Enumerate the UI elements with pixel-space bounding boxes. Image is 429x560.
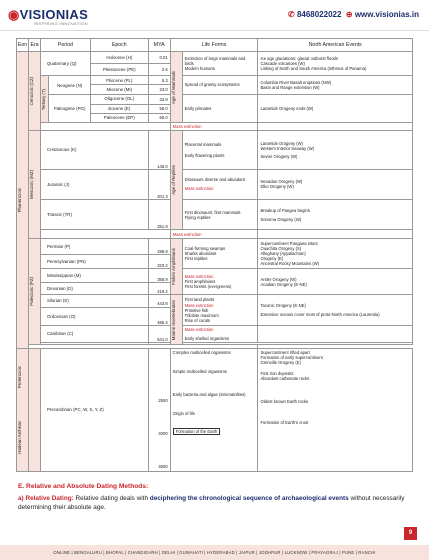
col-epoch: Epoch	[90, 39, 148, 52]
col-eon: Eon	[17, 39, 29, 52]
epoch-oligocene: Oligocene (OL)	[90, 94, 148, 104]
era-cenozoic: Cenozoic (CZ)	[28, 52, 40, 131]
table-row: Jurassic (J) 201.3 Dinosaurs diverse and abundant Mass extinction Nevadan Orogeny (W) Elko Orogeny (W)	[17, 169, 413, 199]
phone-number: 8468022022	[296, 10, 342, 19]
period-permian: Permian (P)	[40, 238, 148, 254]
era-paleozoic: Paleozoic (PZ)	[28, 238, 40, 344]
table-row: Devonian (D) 419.2	[17, 283, 413, 295]
globe-icon: ⊕	[345, 10, 353, 19]
table-row	[17, 122, 413, 130]
age-mammals: Age of Mammals	[170, 52, 182, 123]
epoch-pliocene: Pliocene (PL)	[90, 76, 148, 85]
period-neogene: Neogene (N)	[49, 76, 90, 94]
period-triassic: Triassic (TR)	[40, 200, 148, 230]
table-row: Tertiary (T) Neogene (N) Paleogene (PG) Pliocene (PL) 5.3 Spread of grassy ecosystems Columbia River Basalt eruptions (NW) Basin and Range extension (W)	[17, 76, 413, 85]
eon-precambrian: Proterozoic Hadean Archean	[17, 349, 29, 472]
col-events: North American Events	[258, 39, 413, 52]
period-ordovician: Ordovician (O)	[40, 307, 148, 325]
table-row: Oligocene (OL) 33.9 Early primates Laramide Orogeny ends (W)	[17, 94, 413, 104]
era-mesozoic: Mesozoic (MZ)	[28, 131, 40, 239]
col-era: Era	[28, 39, 40, 52]
age-reptiles: Age of Reptiles	[170, 131, 182, 230]
table-row: Mesozoic (MZ) Cretaceous (K) 145.0 Age of Reptiles Placental mammals Early flowering plants Laramide Orogeny (W) Western Interior Seaway (W) Sevier Orogeny (W)	[17, 131, 413, 170]
header-divider	[0, 30, 429, 31]
table-header-row	[17, 39, 413, 52]
period-silurian: Silurian (S)	[40, 295, 148, 307]
epoch-pleistocene: Pleistocene (PE)	[90, 64, 148, 76]
table-row: Phanerozoic Cenozoic (CZ) Quaternary (Q) Holocene (H) 0.01 Age of Mammals Extinction of large mammals and birds Modern humans Ice age glaciations; glacial outburst floods Cascade volcanoes (W) Linking of North and South America (Isthmus of Panama)	[17, 52, 413, 64]
period-pennsylvanian: Pennsylvanian (PN)	[40, 254, 148, 268]
tertiary-label: Tertiary (T)	[41, 76, 49, 122]
footer-locations: ONLINE | BENGALURU | BHOPAL | CHANDIGARH | DELHI | GUWAHATI | HYDERABAD | JAIPUR | JODHPUR | LUCKNOW | PRAYAGRAJ | PUNE | RANCHI	[0, 545, 429, 560]
table-row: Pennsylvanian (PN) 323.2	[17, 254, 413, 268]
table-row: Triassic (TR) 251.9 First dinosaurs; first mammals Flying reptiles Breakup of Pangea begins Sonoma Orogeny (W)	[17, 200, 413, 230]
table-row: Eocene (E) 56.0	[17, 104, 413, 113]
earth-formation-label: Formation of the Earth	[173, 428, 221, 435]
age-fishes-amphibians: Fishes Amphibians	[170, 238, 182, 295]
table-row: Silurian (S) 443.8 Marine Invertebrates First land plants Mass extinction Primitive fish Trilobite maximum Rise of corals Taconic Orogeny (E-NE) Extensive oceans cover most of proto-North America (Laurentia)	[17, 295, 413, 307]
period-jurassic: Jurassic (J)	[40, 169, 148, 199]
brand-tagline: INSPIRING INNOVATION	[34, 21, 88, 26]
table-row: Mass extinction	[17, 230, 413, 238]
table-row: Cambrian (C) 541.0 Mass extinction Early shelled organisms	[17, 325, 413, 342]
page-number: 9	[404, 527, 417, 540]
period-cambrian: Cambrian (C)	[40, 325, 148, 342]
period-precambrian: Precambrian (PC, W, X, Y, Z)	[40, 349, 148, 472]
epoch-miocene: Miocene (MI)	[90, 85, 148, 94]
eon-phanerozoic: Phanerozoic	[17, 52, 29, 349]
col-life-forms: Life Forms	[170, 39, 258, 52]
col-mya: MYA	[148, 39, 170, 52]
mass-extinction-label: Mass extinction	[170, 122, 258, 130]
table-row: Pleistocene (PE) 2.6	[17, 64, 413, 76]
epoch-eocene: Eocene (E)	[90, 104, 148, 113]
period-quaternary: Quaternary (Q)	[40, 52, 90, 76]
period-devonian: Devonian (D)	[40, 283, 148, 295]
mya-value: 0.01	[148, 52, 170, 64]
phone-icon: ✆	[288, 10, 295, 19]
period-paleogene: Paleogene (PG)	[53, 105, 86, 111]
epoch-holocene: Holocene (H)	[90, 52, 148, 64]
table-row: Miocene (MI) 23.0	[17, 85, 413, 94]
page-header	[0, 0, 429, 30]
brand-logo: ◉VISIONIAS	[8, 7, 89, 22]
website-link[interactable]: www.visionias.in	[354, 10, 419, 19]
table-row: Ordovician (O) 485.4	[17, 307, 413, 325]
period-mississippian: Mississippian (M)	[40, 269, 148, 283]
relative-dating-paragraph: a) Relative Dating: Relative dating deals with deciphering the chronological sequence of archaeological events without necessarily determining their absolute age.	[18, 495, 405, 511]
table-row: Mississippian (M) 358.9 Mass extinction First amphibians First forests (evergreens) Antler Orogeny (W) Acadian Orogeny (E-NE)	[17, 269, 413, 283]
table-row: Paleozoic (PZ) Permian (P) 298.9 Fishes Amphibians Coal-forming swamps Sharks abundant First reptiles Supercontinent Pangaea intact Ouachita Orogeny (S) Alleghany (Appalachian) Orogeny (E) Ancestral Rocky Mountains (W)	[17, 238, 413, 254]
table-row: Proterozoic Hadean Archean Precambrian (PC, W, X, Y, Z) 2500 4000 4600 Complex multicelled organisms Simple multicelled organisms Early bacteria and algae (stromatolites) Origin of life Formation of the Earth Supercontinent rifted apart Formation of early supercontinent Grenville Orogeny (E) First iron deposits Abundant carbonate rocks Oldest known Earth rocks Formation of Earth's crust	[17, 349, 413, 472]
contact-info	[288, 10, 419, 19]
age-marine-invertebrates: Marine Invertebrates	[170, 295, 182, 345]
col-period: Period	[40, 39, 90, 52]
epoch-paleocene: Paleocene (EP)	[90, 113, 148, 122]
period-cretaceous: Cretaceous (K)	[40, 131, 148, 170]
geologic-time-table	[16, 38, 413, 472]
section-heading: E. Relative and Absolute Dating Methods:	[18, 483, 149, 490]
table-row: Paleocene (EP) 66.0	[17, 113, 413, 122]
